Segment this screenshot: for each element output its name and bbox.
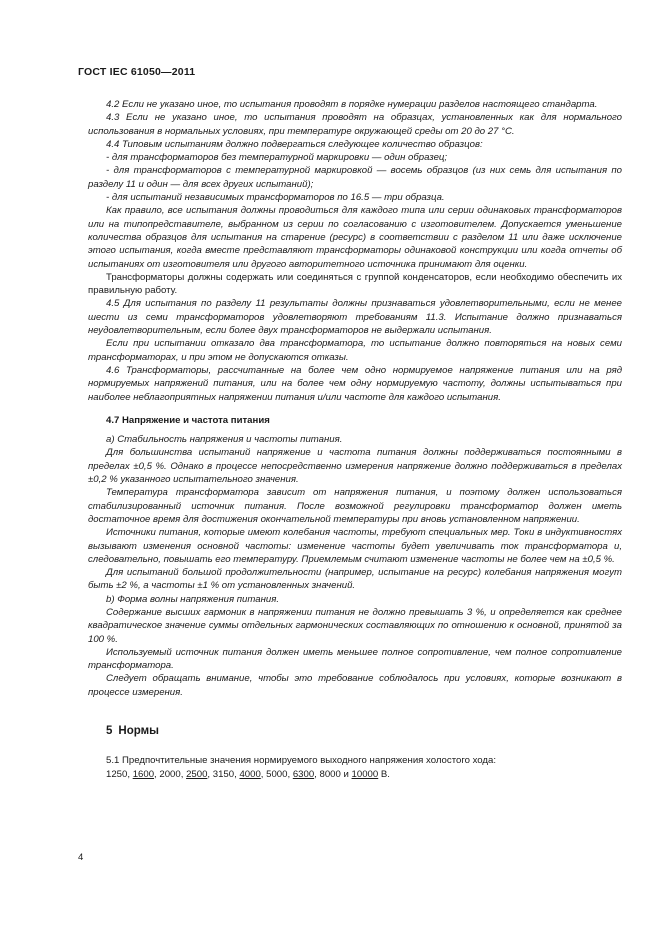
norm-value: 2000 bbox=[159, 768, 181, 780]
page-number: 4 bbox=[78, 852, 84, 863]
norm-5-1 bbox=[88, 754, 622, 781]
paragraph: - для испытаний независимых трансформаторов по 16.5 — три образца. bbox=[106, 192, 445, 204]
clause-4-7-paragraphs bbox=[88, 433, 622, 699]
norm-unit: В. bbox=[380, 768, 390, 780]
paragraph: Источники питания, которые имеют колебания частоты, требуют специальных мер. Токи в индуктивностях вызывают изменения основной частоты: изменение частоты будет увеличивать ток трансформатора и, следовательно, повышать его температуру. Приемлемым считают изменение частоты не более чем на ±0,5 %. bbox=[88, 527, 622, 565]
norm-value: 1600 bbox=[132, 768, 155, 780]
section-title: Нормы bbox=[118, 725, 159, 738]
norm-value: 4000 bbox=[239, 768, 261, 780]
paragraph: b) Форма волны напряжения питания. bbox=[106, 593, 280, 605]
paragraph: Следует обращать внимание, чтобы это требование соблюдалось при условиях, которые возникают в процессе измерения. bbox=[88, 673, 622, 698]
norm-values-line: 1250, 1600, 2000, 2500, 3150, 4000, 5000, 6300, 8000 и 10000 В. bbox=[106, 768, 390, 780]
paragraph: Температура трансформатора зависит от напряжения питания, и поэтому должен использоваться стабилизированный источник питания. После возможной регулировки трансформатор должен иметь достаточное время для достижения окончательной температуры при вновь установленном напряжении. bbox=[88, 487, 622, 525]
paragraph: Как правило, все испытания должны проводиться для каждого типа или серии одинаковых трансформаторов или на типопредставителе, выбранном из серии по согласованию с изготовителем. Допускается уменьшение количества образцов для испытания на старение (ресурс) в соответствии с разделом 11 или даже исключение этого испытания, когда вместе представляют трансформаторы одинаковой конструкции или когда отчеты об испытаниях от изготовителя или другого авторитетного источника принимают для оценки. bbox=[88, 205, 622, 270]
paragraph: 4.2 Если не указано иное, то испытания проводят в порядке нумерации разделов настоящего стандарта. bbox=[106, 99, 598, 110]
paragraph: Если при испытании отказало два трансформатора, то испытание должно повторяться на новых семи трансформаторах, и при этом не допускаются отказы. bbox=[88, 338, 622, 363]
document-header: ГОСТ IEC 61050—2011 bbox=[78, 66, 196, 78]
norm-value: 6300 bbox=[292, 768, 315, 780]
paragraph: Для испытаний большой продолжительности (например, испытание на ресурс) колебания напряжения могут быть ±2 %, а частоты ±1 % от установленных значений. bbox=[88, 567, 622, 592]
paragraph: 4.3 Если не указано иное, то испытания проводят на образцах, установленных как для нормального использования в нормальных условиях, при температуре окружающей среды от 20 до 27 °С. bbox=[88, 112, 622, 137]
paragraph: 4.5 Для испытания по разделу 11 результаты должны признаваться удовлетворительными, если не менее шести из семи трансформаторов удовлетворяют требованиям 11.3. Испытание должно признаваться неудовлетворительным, если более двух трансформаторов не выдержали испытания. bbox=[88, 298, 622, 337]
paragraph: 4.4 Типовым испытаниям должно подвергаться следующее количество образцов: bbox=[106, 138, 483, 150]
paragraph: Для большинства испытаний напряжение и частота питания должны поддерживаться постоянными в пределах ±0,5 %. Однако в процессе непосредственно измерения напряжение должно поддерживаться в пределах ±0,2 % указанного испытательного значения. bbox=[88, 447, 622, 486]
norm-value: 3150 bbox=[212, 768, 235, 780]
section-number: 5 bbox=[106, 725, 113, 738]
norm-value: 1250 bbox=[106, 768, 128, 780]
paragraph: - для трансформаторов с температурной маркировкой — восемь образцов (из них семь для испытания по разделу 11 и один — для всех других испытаний); bbox=[88, 165, 622, 190]
norm-value: 2500 bbox=[186, 768, 208, 780]
section-heading bbox=[106, 725, 622, 738]
paragraph: Содержание высших гармоник в напряжении питания не должно превышать 3 %, и определяется как среднее квадратическое значение суммы отдельных гармонических составляющих по отношению к основной, принятой за 100 %. bbox=[88, 606, 622, 645]
paragraph: Используемый источник питания должен иметь меньшее полное сопротивление, чем полное сопротивление трансформатора. bbox=[88, 646, 622, 672]
norm-value: 8000 bbox=[319, 768, 341, 780]
paragraph: Трансформаторы должны содержать или соединяться с группой конденсаторов, если необходимо обеспечить их правильную работу. bbox=[88, 271, 622, 297]
norm-value: 10000 bbox=[351, 768, 379, 780]
paragraph: 4.6 Трансформаторы, рассчитанные на более чем одно нормируемое напряжение питания или на ряд нормируемых напряжений питания, или на более чем одну нормируемую частоту, должны испытываться при наиболее неблагоприятных напряжении питания и/или частоте для каждого испытания. bbox=[88, 364, 622, 403]
subheading-4-7: 4.7 Напряжение и частота питания bbox=[106, 414, 270, 426]
norm-intro: 5.1 Предпочтительные значения нормируемого выходного напряжения холостого хода: bbox=[106, 755, 497, 767]
norm-value: 5000 bbox=[266, 768, 288, 780]
paragraph: а) Стабильность напряжения и частоты питания. bbox=[106, 434, 343, 446]
paragraph: - для трансформаторов без температурной маркировки — один образец; bbox=[106, 152, 448, 164]
page-content bbox=[88, 98, 622, 781]
clause-4-paragraphs bbox=[88, 98, 622, 404]
